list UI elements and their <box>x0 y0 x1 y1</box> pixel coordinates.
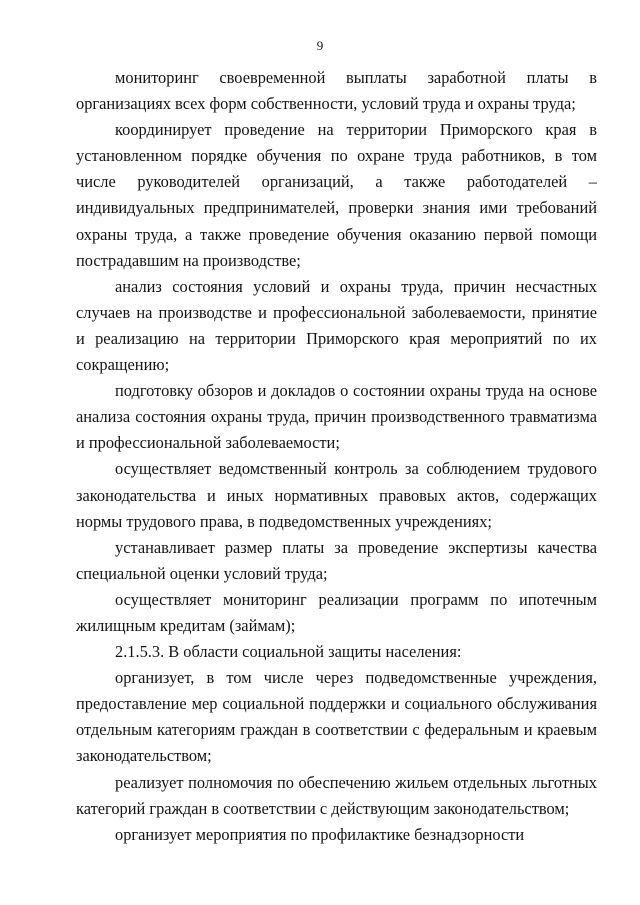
paragraph-expertise-fee: устанавливает размер платы за проведение экспертизы качества специальной оценки условий труда; <box>76 537 597 583</box>
paragraph-departmental-control: осуществляет ведомственный контроль за соблюдением трудового законодательства и иных нормативных правовых актов, содержащих нормы трудового права, в подведомственных учреждениях; <box>76 459 597 531</box>
paragraph-wage-monitoring: мониторинг своевременной выплаты заработной платы в организациях всех форм собственности, условий труда и охраны труда; <box>76 68 597 114</box>
paragraph-safety-reports: подготовку обзоров и докладов о состоянии охраны труда на основе анализа состояния охраны труда, причин производственного травматизма и профессиональной заболеваемости; <box>76 381 597 453</box>
page-number: 9 <box>316 38 324 53</box>
paragraph-social-support: организует, в том числе через подведомственные учреждения, предоставление мер социальной поддержки и социального обслуживания отдельным категориям граждан в соответствии с федеральным и краевым законодательством; <box>76 668 597 766</box>
paragraph-housing-provision: реализует полномочия по обеспечению жильем отдельных льготных категорий граждан в соответствии с действующим законодательством; <box>76 772 597 818</box>
paragraph-safety-training: координирует проведение на территории Приморского края в установленном порядке обучения по охране труда работников, в том числе руководителей организаций, а также работодателей – индивидуальных предпринимателей, проверки знания ими требований охраны труда, а также проведение обучения оказанию первой помощи пострадавшим на производстве; <box>76 120 597 270</box>
section-heading-social-protection: 2.1.5.3. В области социальной защиты населения: <box>115 642 462 662</box>
paragraph-accident-analysis: анализ состояния условий и охраны труда, причин несчастных случаев на производстве и профессиональной заболеваемости, принятие и реализацию на территории Приморского края мероприятий по их сокращению; <box>76 276 597 375</box>
document-body <box>76 65 597 848</box>
paragraph-mortgage-monitoring: осуществляет мониторинг реализации программ по ипотечным жилищным кредитам (займам); <box>76 589 597 635</box>
paragraph-neglect-prevention: организует мероприятия по профилактике безнадзорности <box>115 824 525 844</box>
